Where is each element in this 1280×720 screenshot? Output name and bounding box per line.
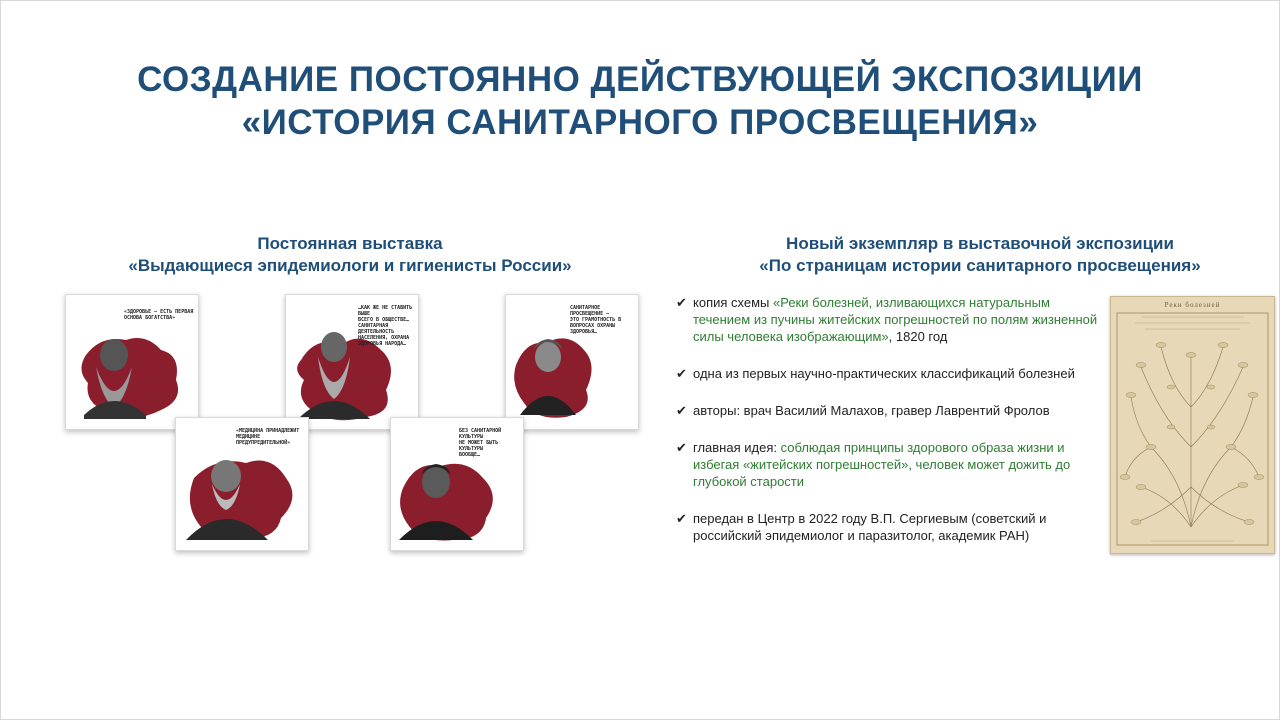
fact-text: передан в Центр в 2022 году В.П. Сергиевым (советский и российский эпидемиолог и паразитолог, академик РАН) xyxy=(693,511,1047,543)
right-heading xyxy=(690,233,1270,277)
fact-item xyxy=(676,365,1106,382)
fact-text: копия схемы xyxy=(693,295,773,310)
map-title: Реки болезней xyxy=(1164,301,1221,309)
title-line-2: «ИСТОРИЯ САНИТАРНОГО ПРОСВЕЩЕНИЯ» xyxy=(241,103,1039,142)
portrait-card-4 xyxy=(175,417,309,551)
portrait-card-3 xyxy=(505,294,639,430)
portrait-quote-1: «ЗДОРОВЬЕ — ЕСТЬ ПЕРВАЯ ОСНОВА БОГАТСТВА» xyxy=(124,309,194,321)
exhibit-facts-list xyxy=(676,294,1106,564)
page-title xyxy=(0,58,1280,144)
fact-item xyxy=(676,294,1106,345)
fact-highlight-text: «Реки болезней, изливающихся натуральным течением из пучины житейских погрешностей по полям жизненной силы человека изображающим» xyxy=(693,295,1098,344)
portrait-card-1 xyxy=(65,294,199,430)
fact-item xyxy=(676,439,1106,490)
portrait-quote-4: «МЕДИЦИНА ПРИНАДЛЕЖИТ МЕДИЦИНЕ ПРЕДУПРЕДИТЕЛЬНОЙ» xyxy=(236,428,300,446)
portrait-quote-2: …КАК ЖЕ НЕ СТАВИТЬ ВЫШЕ ВСЕГО В ОБЩЕСТВЕ… САНИТАРНАЯ ДЕЯТЕЛЬНОСТЬ НАСЕЛЕНИЯ, ОХРАНА ЗДОРОВЬЯ НАРОДА… xyxy=(358,305,413,347)
fact-text: авторы: врач Василий Малахов, гравер Лаврентий Фролов xyxy=(693,403,1050,418)
right-heading-line-1: Новый экземпляр в выставочной экспозиции xyxy=(786,234,1174,253)
portrait-card-2 xyxy=(285,294,419,430)
portrait-quote-3: САНИТАРНОЕ ПРОСВЕЩЕНИЕ — ЭТО ГРАМОТНОСТЬ В ВОПРОСАХ ОХРАНЫ ЗДОРОВЬЯ… xyxy=(570,305,622,335)
map-graphic xyxy=(1111,297,1274,553)
rivers-of-diseases-map xyxy=(1110,296,1275,554)
checkmark-icon: ✔ xyxy=(676,511,687,526)
checkmark-icon: ✔ xyxy=(676,403,687,418)
title-line-1: СОЗДАНИЕ ПОСТОЯННО ДЕЙСТВУЮЩЕЙ ЭКСПОЗИЦИИ xyxy=(137,60,1143,99)
left-heading xyxy=(60,233,640,277)
fact-highlight-text: соблюдая принципы здорового образа жизни и избегая «житейских погрешностей», человек может дожить до глубокой старости xyxy=(693,440,1071,489)
checkmark-icon: ✔ xyxy=(676,366,687,381)
right-heading-line-2: «По страницам истории санитарного просвещения» xyxy=(759,256,1201,275)
fact-item xyxy=(676,510,1106,544)
fact-text-suffix: , 1820 год xyxy=(888,329,948,344)
fact-text: главная идея: xyxy=(693,440,781,455)
fact-item xyxy=(676,402,1106,419)
checkmark-icon: ✔ xyxy=(676,440,687,455)
portrait-quote-5: БЕЗ САНИТАРНОЙ КУЛЬТУРЫ НЕ МОЖЕТ БЫТЬ КУЛЬТУРЫ ВООБЩЕ… xyxy=(459,428,502,458)
portrait-card-5 xyxy=(390,417,524,551)
left-heading-line-2: «Выдающиеся эпидемиологи и гигиенисты России» xyxy=(128,256,572,275)
checkmark-icon: ✔ xyxy=(676,295,687,310)
fact-text: одна из первых научно-практических классификаций болезней xyxy=(693,366,1075,381)
left-heading-line-1: Постоянная выставка xyxy=(257,234,443,253)
